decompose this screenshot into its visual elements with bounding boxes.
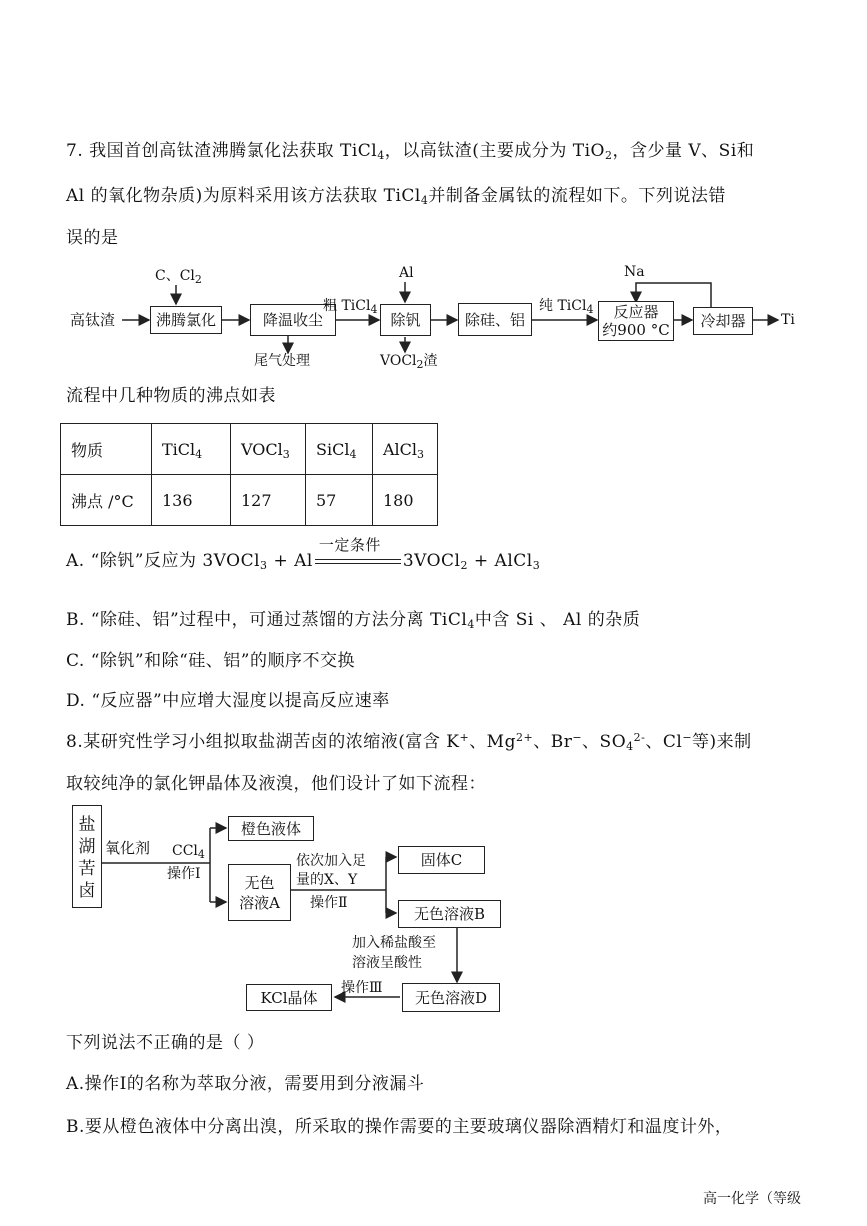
ccl4-label: CCl$_4$ (172, 843, 205, 861)
q8-option-a: A.操作Ⅰ的名称为萃取分液，需要用到分液漏斗 (66, 1074, 425, 1094)
q8-stem-line-1: 8.某研究性学习小组拟取盐湖苦卤的浓缩液(富含 K+、$Mg^{2+}$、Br−、$SO_4^{2-}$、Cl−等)来制 (66, 731, 752, 753)
q7-option-b: B. “除硅、铝”过程中，可通过蒸馏的方法分离 TiCl$_4$中含 Si 、 Al 的杂质 (66, 610, 641, 631)
table-header-cell: TiCl$_4$ (152, 424, 231, 475)
table-row-values (61, 475, 438, 526)
cooling-dust-box: 降温收尘 (250, 304, 336, 336)
operation-1-label: 操作Ⅰ (167, 866, 201, 882)
add-acid-line-2: 溶液呈酸性 (352, 955, 422, 971)
kcl-crystal-box: KCl晶体 (246, 984, 332, 1011)
oxidant-label: 氧化剂 (105, 839, 151, 857)
operation-3-label: 操作Ⅲ (341, 980, 383, 996)
orange-liquid-box: 橙色液体 (228, 816, 314, 841)
q7-stem-line-1: 7. 我国首创高钛渣沸腾氯化法获取 TiCl$_4$，以高钛渣(主要成分为 TiO$_2$，含少量 V、Si和 (66, 141, 755, 162)
cooler-box: 冷却器 (693, 307, 753, 335)
reactor-label: 反应器 (613, 303, 659, 321)
add-xy-line-2: 量的X、Y (296, 872, 358, 888)
raw-material-label: 高钛渣 (70, 311, 116, 329)
table-cell: 57 (306, 475, 373, 526)
solution-d-box: 无色溶液D (402, 983, 500, 1012)
table-header-cell: SiCl$_4$ (306, 424, 373, 475)
q8-stem-line-2: 取较纯净的氯化钾晶体及液溴，他们设计了如下流程： (66, 774, 486, 794)
page-footer: 高一化学（等级 (703, 1191, 801, 1207)
al-input-label: Al (399, 265, 414, 281)
table-cell: 180 (373, 475, 438, 526)
q7-option-a: A. “除钒”反应为 3VOCl$_3$ + Al 一定条件 3VOCl$_2$ + AlCl$_3$ (66, 549, 540, 573)
c-cl2-input-label: C、$Cl_2$ (155, 268, 202, 286)
table-header-cell: VOCl$_3$ (231, 424, 306, 475)
boiling-point-table (60, 423, 438, 526)
brine-source-label: 盐湖苦卤 (78, 814, 96, 901)
table-row-header (61, 424, 438, 475)
q7-option-d: D. “反应器”中应增大湿度以提高反应速率 (66, 691, 390, 711)
reactor-box (598, 301, 674, 341)
q7-stem-line-3: 误的是 (66, 228, 119, 248)
crude-ticl4-label: 粗 TiCl$_4$ (323, 298, 378, 316)
solution-a-line-2: 溶液A (239, 893, 280, 912)
q7-option-c: C. “除钒”和除“硅、铝”的顺序不交换 (66, 651, 355, 671)
titanium-product-label: Ti (781, 312, 795, 328)
pure-ticl4-label: 纯 TiCl$_4$ (539, 298, 594, 316)
operation-2-label: 操作Ⅱ (310, 895, 348, 911)
q8-option-b: B.要从橙色液体中分离出溴，所采取的操作需要的主要玻璃仪器除酒精灯和温度计外， (66, 1117, 733, 1137)
reactor-temp: 约900 °C (602, 321, 670, 339)
solution-b-box: 无色溶液B (398, 900, 501, 928)
table-header-cell: 物质 (61, 424, 152, 475)
vocl2-residue-label: VOCl$_2$渣 (380, 353, 438, 371)
solid-c-box: 固体C (398, 846, 485, 874)
na-input-label: Na (624, 264, 645, 280)
vanadium-removal-box: 除钒 (380, 304, 431, 336)
table-cell: 127 (231, 475, 306, 526)
solution-a-box (228, 864, 291, 921)
si-al-removal-box: 除硅、铝 (458, 303, 532, 336)
table-row-label: 沸点 /°C (61, 475, 152, 526)
brine-source-box (72, 805, 102, 908)
tail-gas-label: 尾气处理 (254, 353, 310, 369)
reaction-condition-label: 一定条件 (318, 535, 381, 554)
reaction-condition-arrow (313, 535, 403, 572)
solution-a-line-1: 无色 (244, 873, 275, 892)
table-intro: 流程中几种物质的沸点如表 (66, 386, 276, 406)
add-xy-line-1: 依次加入足 (296, 853, 366, 869)
table-cell: 136 (152, 475, 231, 526)
q7-stem-line-2: Al 的氧化物杂质)为原料采用该方法获取 TiCl$_4$并制备金属钛的流程如下。下列说法错 (66, 186, 726, 207)
add-acid-line-1: 加入稀盐酸至 (352, 935, 436, 951)
boiling-chlorination-box: 沸腾氯化 (150, 306, 222, 334)
q8-question: 下列说法不正确的是（ ） (66, 1033, 265, 1053)
table-header-cell: AlCl$_3$ (373, 424, 438, 475)
